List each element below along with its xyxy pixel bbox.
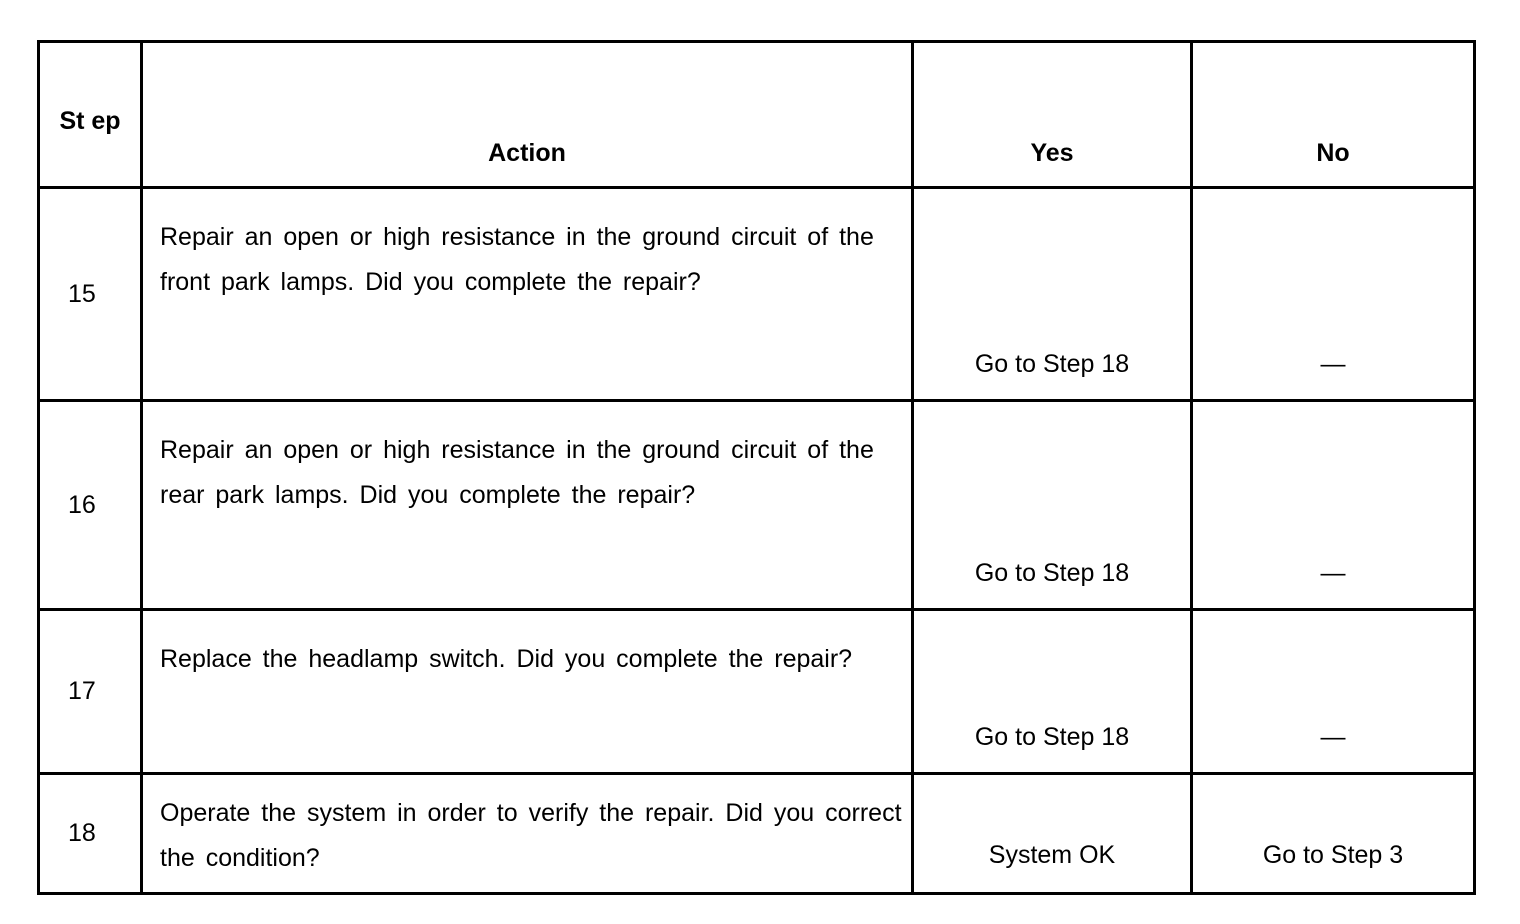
yes-result: Go to Step 18 [913,609,1192,773]
step-number: 16 [39,401,142,609]
yes-result: Go to Step 18 [913,401,1192,609]
table-row [39,773,1475,893]
no-result: Go to Step 3 [1192,773,1475,893]
header-step: St ep [39,42,142,188]
header-yes: Yes [913,42,1192,188]
step-number: 15 [39,188,142,401]
header-action: Action [142,42,913,188]
table-row [39,401,1475,609]
action-text: Operate the system in order to verify the repair. Did you correct the condition? [142,773,913,893]
yes-result: Go to Step 18 [913,188,1192,401]
table-header-row [39,42,1475,188]
action-text: Replace the headlamp switch. Did you complete the repair? [142,609,913,773]
no-result: — [1192,188,1475,401]
action-text: Repair an open or high resistance in the ground circuit of the rear park lamps. Did you complete the repair? [142,401,913,609]
table-row [39,609,1475,773]
no-result: — [1192,609,1475,773]
step-number: 18 [39,773,142,893]
step-number: 17 [39,609,142,773]
action-text: Repair an open or high resistance in the ground circuit of the front park lamps. Did you complete the repair? [142,188,913,401]
header-no: No [1192,42,1475,188]
yes-result: System OK [913,773,1192,893]
no-result: — [1192,401,1475,609]
table-row [39,188,1475,401]
diagnostic-table [37,40,1476,895]
